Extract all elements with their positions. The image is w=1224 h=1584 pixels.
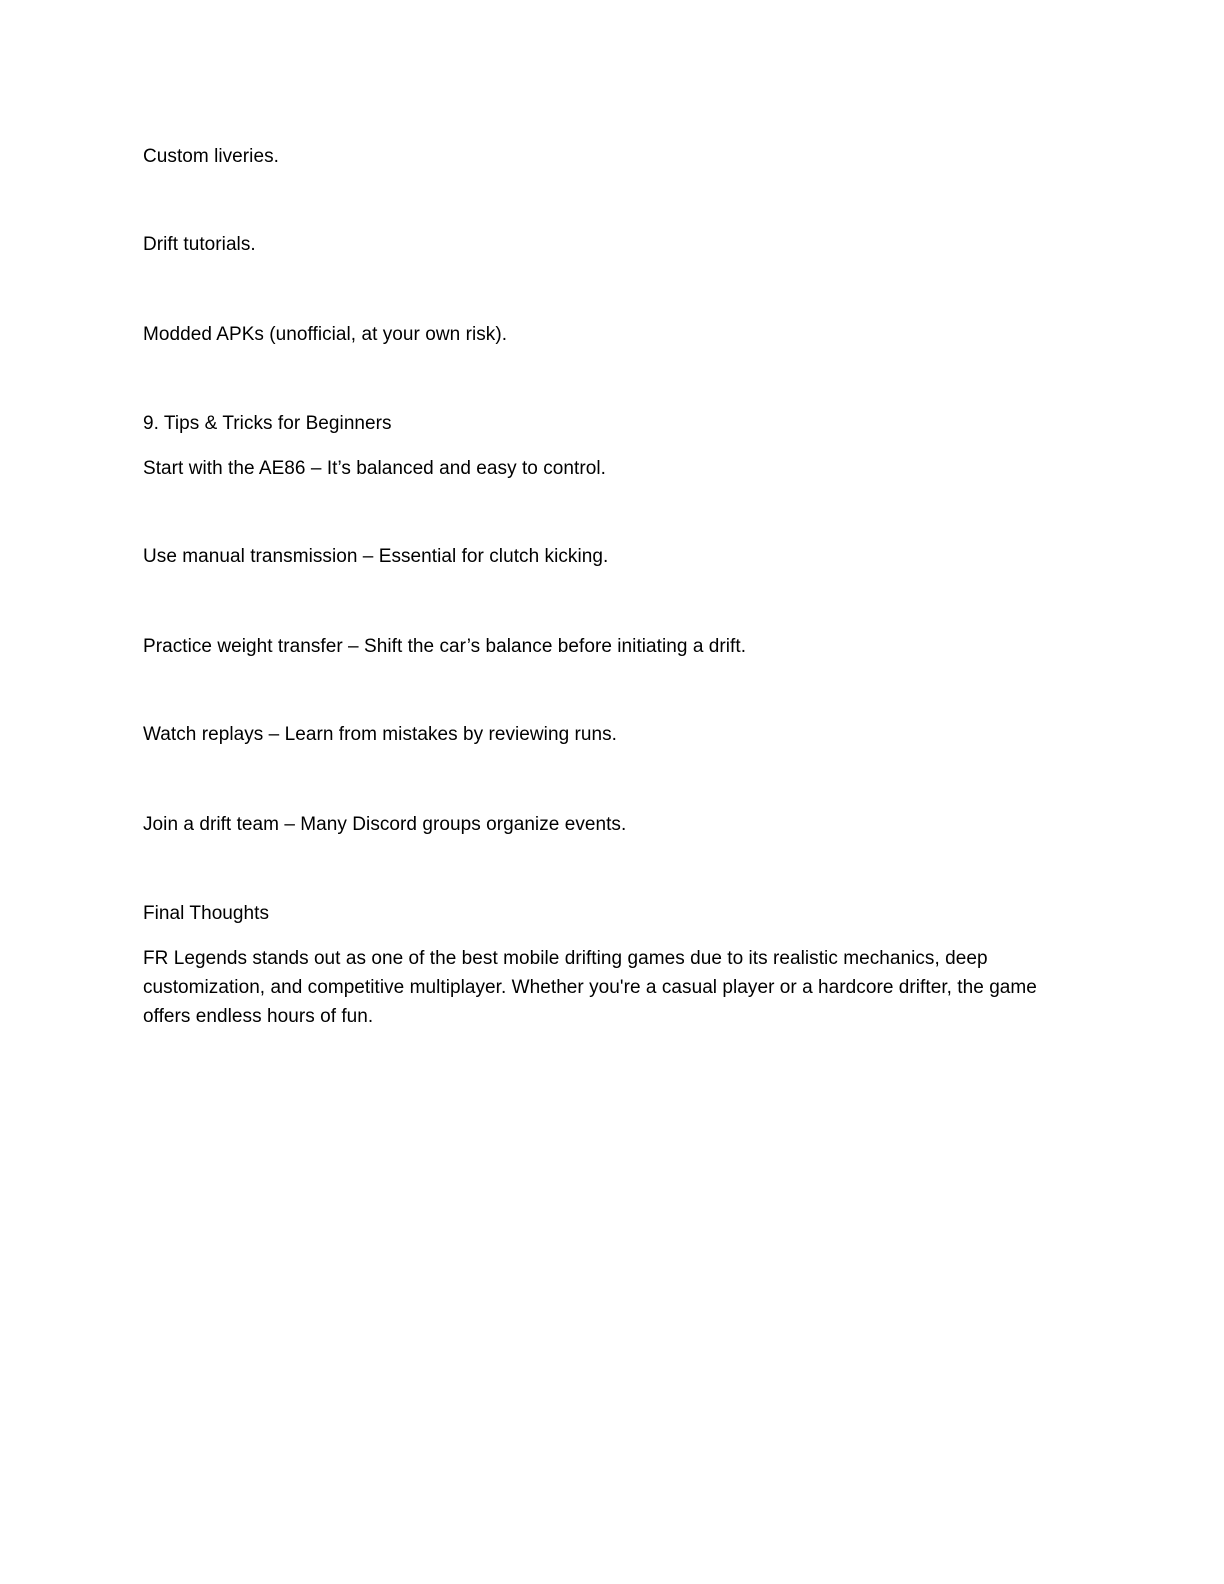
section-heading-final-thoughts: Final Thoughts — [143, 903, 270, 924]
list-item-custom-liveries: Custom liveries. — [143, 146, 279, 167]
tip-watch-replays: Watch replays – Learn from mistakes by reviewing runs. — [143, 724, 618, 745]
list-item-modded-apks: Modded APKs (unofficial, at your own risk). — [143, 324, 508, 345]
tip-manual-transmission: Use manual transmission – Essential for clutch kicking. — [143, 546, 609, 567]
tip-ae86: Start with the AE86 – It’s balanced and easy to control. — [143, 458, 606, 479]
final-thoughts-paragraph: FR Legends stands out as one of the best mobile drifting games due to its realistic mechanics, deep customization, and competitive multiplayer. Whether you're a casual player or a hardcore drifter, the game offers endless hours of fun. — [143, 948, 1037, 1027]
section-heading-tips: 9. Tips & Tricks for Beginners — [143, 413, 392, 434]
tip-weight-transfer: Practice weight transfer – Shift the car’s balance before initiating a drift. — [143, 636, 747, 657]
list-item-drift-tutorials: Drift tutorials. — [143, 234, 256, 255]
tip-drift-team: Join a drift team – Many Discord groups organize events. — [143, 814, 627, 835]
